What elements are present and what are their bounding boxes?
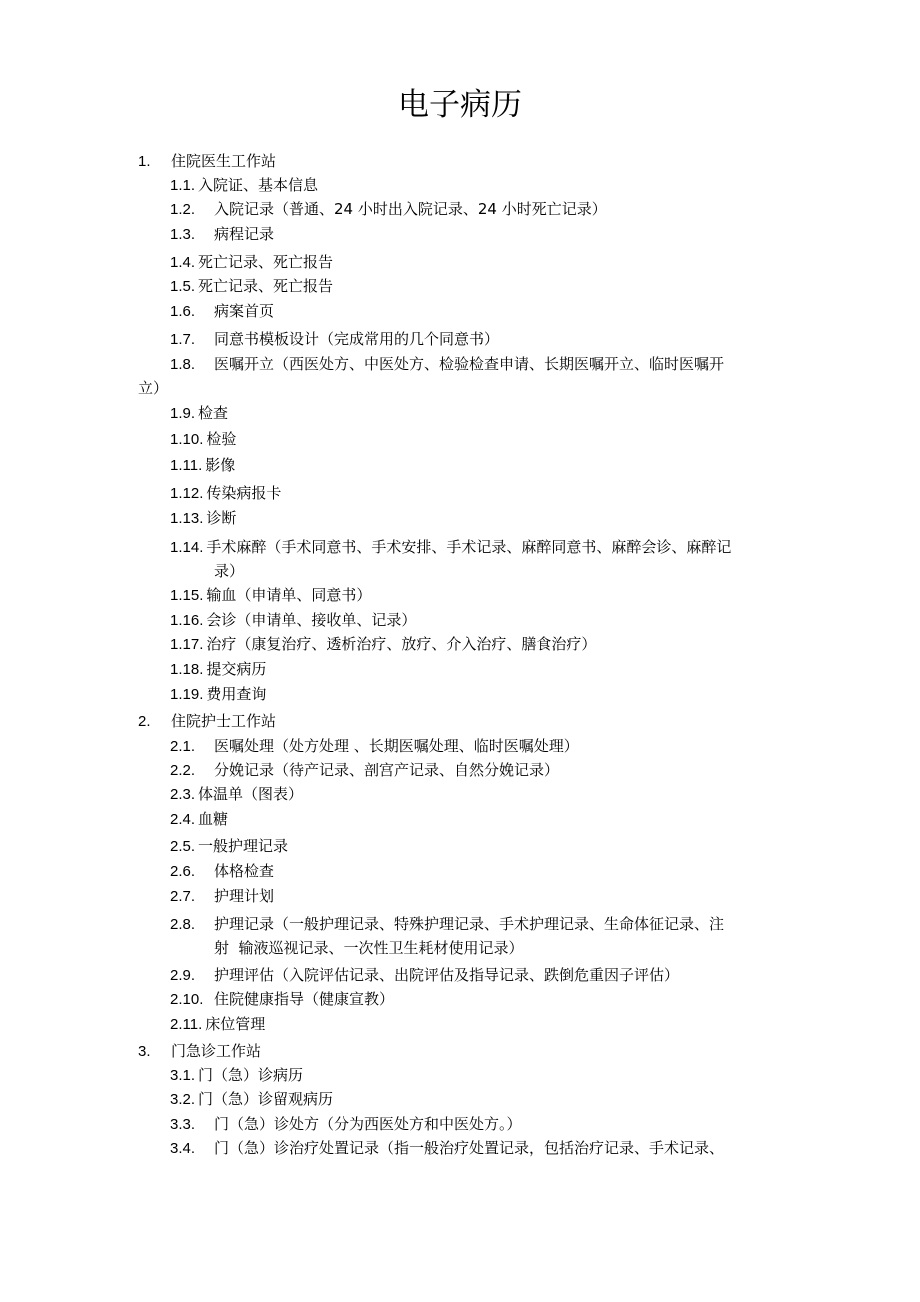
list-item: [170, 506, 236, 531]
list-item: [170, 1087, 333, 1112]
item-number: 1.15.: [170, 587, 204, 604]
item-number: 1.2.: [170, 201, 196, 218]
item-number: 1.12.: [170, 485, 204, 502]
item-number: 1.19.: [170, 686, 204, 703]
item-text: 同意书模板设计（完成常用的几个同意书）: [214, 330, 500, 348]
item-text: 会诊（申请单、接收单、记录）: [206, 611, 417, 629]
item-number: 1.5.: [170, 278, 196, 295]
item-number: 1.13.: [170, 510, 204, 527]
item-number: 2.11.: [170, 1016, 203, 1033]
item-text: 入院证、基本信息: [198, 176, 319, 194]
item-text: 分娩记录（待产记录、剖宫产记录、自然分娩记录）: [214, 761, 560, 779]
section-heading: 住院医生工作站: [171, 152, 277, 170]
item-number: 1.8.: [170, 356, 196, 373]
item-number: 1.17.: [170, 636, 204, 653]
list-item: [170, 884, 274, 909]
list-item: [170, 682, 266, 707]
list-item: [170, 912, 724, 937]
list-item: [170, 734, 579, 759]
list-item: [170, 758, 559, 783]
item-text: 体温单（图表）: [198, 785, 304, 803]
item-text: 一般护理记录: [198, 837, 289, 855]
item-text: 血糖: [198, 810, 229, 828]
item-text: 护理记录（一般护理记录、特殊护理记录、手术护理记录、生命体征记录、注: [214, 915, 725, 933]
section-number: 1.: [138, 153, 151, 170]
item-text: 死亡记录、死亡报告: [198, 253, 334, 271]
list-item: [170, 1012, 265, 1037]
item-text: 治疗（康复治疗、透析治疗、放疗、介入治疗、膳食治疗）: [206, 635, 597, 653]
item-number: 3.1.: [170, 1067, 196, 1084]
item-number: 1.1.: [170, 177, 196, 194]
item-text: 传染病报卡: [206, 484, 282, 502]
item-continuation: 射 输液巡视记录、一次性卫生耗材使用记录）: [214, 939, 524, 957]
item-text: 门（急）诊处方（分为西医处方和中医处方。）: [214, 1115, 522, 1133]
item-number: 1.10.: [170, 431, 204, 448]
item-text: 病案首页: [214, 302, 275, 320]
item-number: 1.16.: [170, 612, 204, 629]
list-item: [170, 453, 235, 478]
item-text: 住院健康指导（健康宣教）: [214, 990, 395, 1008]
item-text: 体格检查: [214, 862, 275, 880]
item-text: 入院记录（普通、24 小时出入院记录、24 小时死亡记录）: [214, 200, 607, 218]
item-continuation: 录）: [214, 562, 245, 580]
list-item: [170, 299, 274, 324]
list-item: [170, 173, 318, 198]
section-number: 2.: [138, 713, 151, 730]
list-item: [170, 222, 274, 247]
item-number: 1.6.: [170, 303, 196, 320]
item-text: 费用查询: [206, 685, 267, 703]
item-number: 1.14.: [170, 539, 204, 556]
list-item: [170, 1112, 522, 1137]
item-text: 门（急）诊治疗处置记录（指一般治疗处置记录，包括治疗记录、手术记录、: [214, 1139, 725, 1157]
list-item: [170, 481, 281, 506]
list-item: [170, 963, 679, 988]
list-item: [170, 1063, 303, 1088]
list-item: [170, 401, 228, 426]
item-text: 手术麻醉（手术同意书、手术安排、手术记录、麻醉同意书、麻醉会诊、麻醉记: [206, 538, 732, 556]
list-item: [170, 657, 266, 682]
section-heading: 住院护士工作站: [171, 712, 277, 730]
item-text: 床位管理: [205, 1015, 266, 1033]
list-item: [170, 632, 596, 657]
item-text: 检验: [206, 430, 237, 448]
list-item: [170, 250, 333, 275]
item-text: 医嘱开立（西医处方、中医处方、检验检查申请、长期医嘱开立、临时医嘱开: [214, 355, 725, 373]
list-item: [170, 352, 724, 377]
item-number: 3.4.: [170, 1140, 196, 1157]
item-text: 影像: [205, 456, 236, 474]
item-continuation: 立）: [138, 379, 169, 397]
section-3: [138, 1039, 261, 1064]
item-text: 死亡记录、死亡报告: [198, 277, 334, 295]
item-number: 2.2.: [170, 762, 196, 779]
list-item: [170, 859, 274, 884]
item-number: 1.11.: [170, 457, 203, 474]
list-item: [170, 327, 499, 352]
section-1: [138, 149, 276, 174]
item-number: 1.9.: [170, 405, 196, 422]
item-text: 门（急）诊病历: [198, 1066, 304, 1084]
section-2: [138, 709, 276, 734]
item-number: 2.4.: [170, 811, 196, 828]
item-text: 医嘱处理（处方处理 、长期医嘱处理、临时医嘱处理）: [214, 737, 579, 755]
item-number: 2.10.: [170, 991, 204, 1008]
list-item: [170, 1136, 724, 1161]
item-text: 病程记录: [214, 225, 275, 243]
item-number: 2.3.: [170, 786, 196, 803]
list-item: [170, 427, 236, 452]
item-text: 输血（申请单、同意书）: [206, 586, 372, 604]
list-item: [170, 583, 371, 608]
list-item: [170, 274, 333, 299]
item-number: 3.3.: [170, 1116, 196, 1133]
document-title: 电子病历: [398, 87, 522, 123]
item-text: 护理评估（入院评估记录、出院评估及指导记录、跌倒危重因子评估）: [214, 966, 680, 984]
item-text: 门（急）诊留观病历: [198, 1090, 334, 1108]
item-number: 2.9.: [170, 967, 196, 984]
list-item: [170, 535, 731, 560]
item-number: 3.2.: [170, 1091, 196, 1108]
item-number: 2.5.: [170, 838, 196, 855]
item-number: 1.7.: [170, 331, 196, 348]
list-item: [170, 197, 607, 222]
section-heading: 门急诊工作站: [171, 1042, 262, 1060]
item-number: 2.7.: [170, 888, 196, 905]
item-text: 提交病历: [206, 660, 267, 678]
item-text: 检查: [198, 404, 229, 422]
item-number: 1.18.: [170, 661, 204, 678]
item-number: 2.6.: [170, 863, 196, 880]
list-item: [170, 782, 303, 807]
item-number: 2.1.: [170, 738, 196, 755]
item-number: 1.3.: [170, 226, 196, 243]
item-number: 1.4.: [170, 254, 196, 271]
list-item: [170, 987, 394, 1012]
item-text: 护理计划: [214, 887, 275, 905]
section-number: 3.: [138, 1043, 151, 1060]
item-number: 2.8.: [170, 916, 196, 933]
list-item: [170, 834, 288, 859]
list-item: [170, 807, 228, 832]
list-item: [170, 608, 416, 633]
item-text: 诊断: [206, 509, 237, 527]
